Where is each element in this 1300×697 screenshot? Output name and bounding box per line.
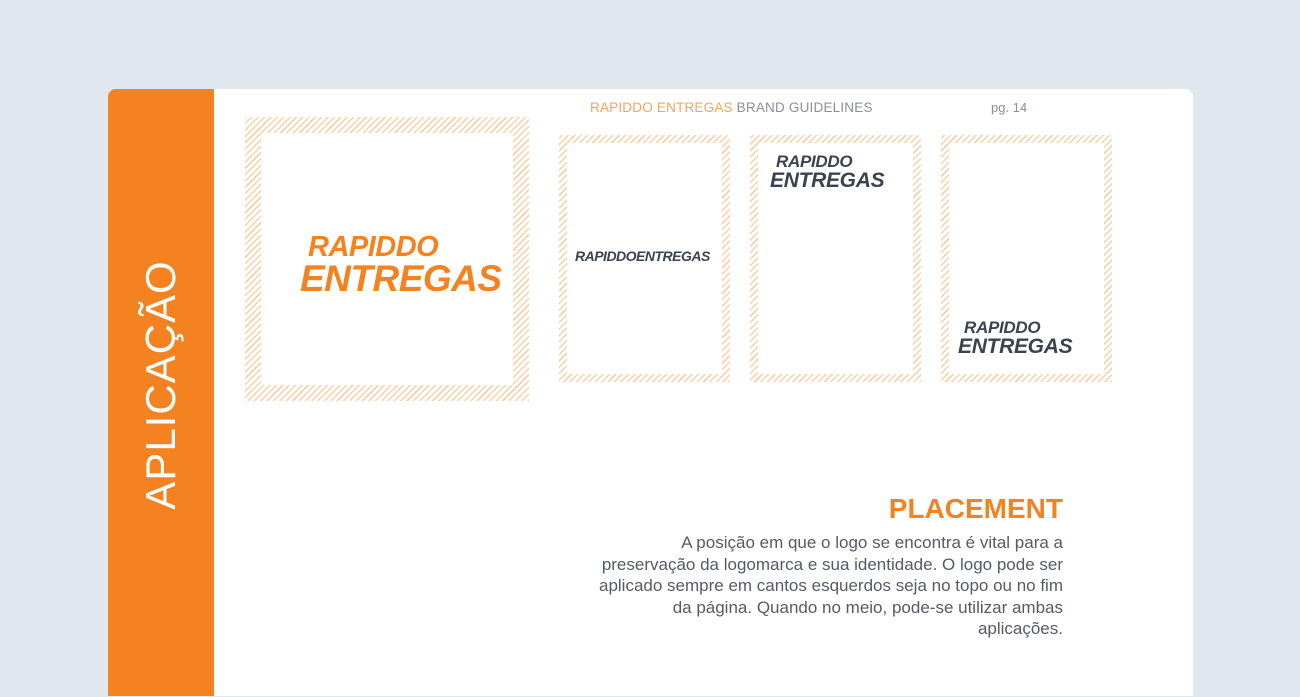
header-rest: BRAND GUIDELINES [732,100,873,115]
logo-horizontal: RAPIDDOENTREGAS [575,248,710,264]
logo-line-1: RAPIDDO [964,318,1041,337]
page-number: pg. 14 [991,100,1028,115]
logo-frame-top [750,135,921,382]
logo-frame-bottom-inner [949,143,1104,374]
logo-line-1: RAPIDDO [776,152,853,171]
sidebar [108,89,214,696]
logo-frame-middle-inner [567,143,722,374]
logo-frame-main-inner [261,133,513,385]
header-brand: RAPIDDO ENTREGAS [590,100,733,115]
page-header [590,100,873,115]
section-body: A posição em que o logo se encontra é vital para a preservação da logomarca e sua identidade. O logo pode ser aplicado sempre em cantos esquerdos seja no topo ou no fim da página. Quando no meio, pode-se utilizar ambas aplicações. [599,533,1063,639]
logo-top-left [770,153,884,191]
section-label: APLICAÇÃO [137,260,184,510]
logo-frame-top-inner [758,143,913,374]
logo-bottom-left [958,319,1072,357]
section-title: PLACEMENT [888,493,1063,524]
logo-frame-main [245,117,529,401]
logo-line-2: ENTREGAS [958,335,1073,358]
guideline-page [108,89,1193,696]
logo-line-2: ENTREGAS [770,169,885,192]
logo-orange [300,233,502,297]
logo-line-1: RAPIDDO [308,231,439,263]
logo-frame-middle [559,135,730,382]
logo-line-2: ENTREGAS [300,258,502,299]
logo-frame-bottom [941,135,1112,382]
